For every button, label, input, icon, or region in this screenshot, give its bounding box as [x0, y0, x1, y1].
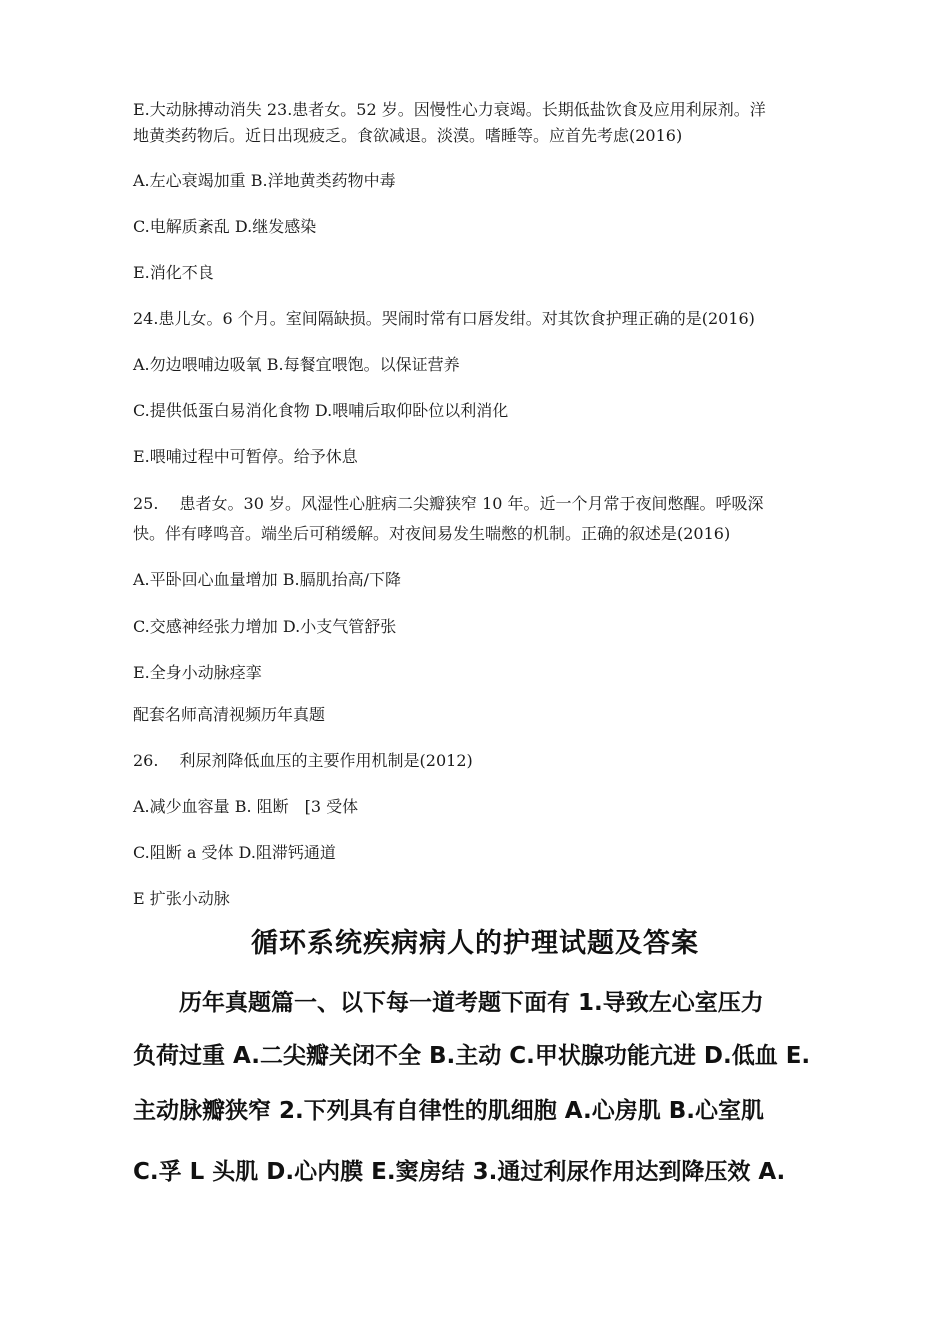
option-line: C.提供低蛋白易消化食物 D.喂哺后取仰卧位以利消化: [133, 401, 509, 420]
body-paragraph-line: C.孚 L 头肌 D.心内膜 E.窦房结 3.通过利尿作用达到降压效 A.: [133, 1159, 786, 1185]
option-line: A.减少血容量 B. 阻断 [3 受体: [133, 797, 359, 816]
option-line: E.消化不良: [133, 263, 214, 282]
option-line: E.喂哺过程中可暂停。给予休息: [133, 447, 358, 466]
question-23-line-2: 地黄类药物后。近日出现疲乏。食欲减退。淡漠。嗜睡等。应首先考虑(2016): [133, 126, 683, 145]
body-paragraph-line: 主动脉瓣狭窄 2.下列具有自律性的肌细胞 A.心房肌 B.心室肌: [133, 1098, 764, 1124]
option-line: A.左心衰竭加重 B.洋地黄类药物中毒: [133, 171, 396, 190]
question-24: 24.患儿女。6 个月。室间隔缺损。哭闹时常有口唇发绀。对其饮食护理正确的是(2016): [133, 309, 755, 328]
question-23-line-1: E.大动脉搏动消失 23.患者女。52 岁。因慢性心力衰竭。长期低盐饮食及应用利尿剂。洋: [133, 100, 766, 119]
section-title: 循环系统疾病病人的护理试题及答案: [251, 928, 699, 959]
option-line: E 扩张小动脉: [133, 889, 230, 908]
option-line: A.平卧回心血量增加 B.膈肌抬高/下降: [133, 570, 401, 589]
option-line: E.全身小动脉痉挛: [133, 663, 262, 682]
option-line: C.电解质紊乱 D.继发感染: [133, 217, 317, 236]
question-26: 26. 利尿剂降低血压的主要作用机制是(2012): [133, 751, 473, 770]
option-line: A.勿边喂哺边吸氧 B.每餐宜喂饱。以保证营养: [133, 355, 460, 374]
option-line: C.交感神经张力增加 D.小支气管舒张: [133, 617, 397, 636]
question-25-line-2: 快。伴有哮鸣音。端坐后可稍缓解。对夜间易发生喘憋的机制。正确的叙述是(2016): [133, 524, 731, 543]
option-line: C.阻断 a 受体 D.阻滞钙通道: [133, 843, 336, 862]
video-note: 配套名师高清视频历年真题: [133, 705, 326, 724]
body-paragraph-line: 历年真题篇一、以下每一道考题下面有 1.导致左心室压力: [133, 990, 764, 1016]
question-25-line-1: 25. 患者女。30 岁。风湿性心脏病二尖瓣狭窄 10 年。近一个月常于夜间憋醒。呼吸深: [133, 494, 764, 513]
body-paragraph-line: 负荷过重 A.二尖瓣关闭不全 B.主动 C.甲状腺功能亢进 D.低血 E.: [133, 1043, 811, 1069]
